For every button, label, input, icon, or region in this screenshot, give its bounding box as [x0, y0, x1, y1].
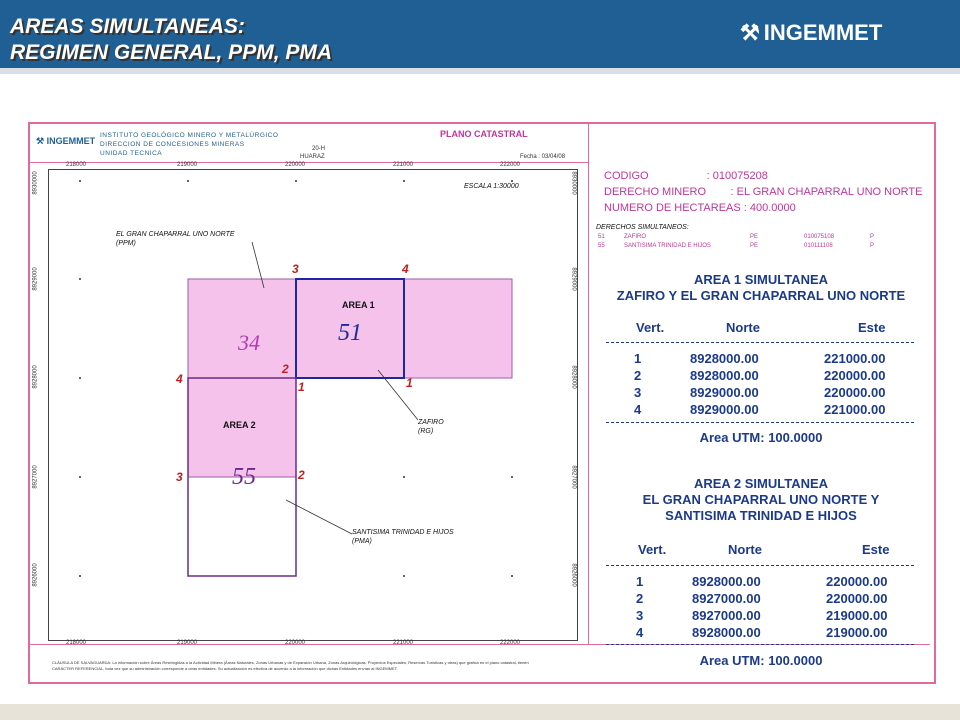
- top-tick-2: 220000: [285, 162, 306, 168]
- area2-label: AREA 2: [223, 420, 256, 430]
- area2-r4-vert: 4: [636, 625, 644, 640]
- area1-r4-norte: 8929000.00: [690, 402, 759, 417]
- area2-total: Area UTM: 100.0000: [699, 653, 823, 668]
- left-tick-2: 8928000: [32, 365, 39, 389]
- small-logo-text: INGEMMET: [46, 136, 96, 146]
- derecho-row-2-name: SANTISIMA TRINIDAD E HIJOS: [624, 243, 711, 249]
- left-tick-4: 8926000: [32, 563, 39, 587]
- derecho-row-1-p: P: [870, 234, 875, 240]
- area2-r4-norte: 8928000.00: [692, 625, 761, 640]
- top-tick-3: 221000: [393, 162, 414, 168]
- area2-header-vert: Vert.: [638, 542, 667, 557]
- area2-r1-este: 220000.00: [826, 574, 888, 589]
- area2-header-este: Este: [862, 542, 890, 557]
- area1-r2-vert: 2: [634, 368, 642, 383]
- area2-r3-norte: 8927000.00: [692, 608, 761, 623]
- area1-r4-vert: 4: [634, 402, 642, 417]
- santisima-label-type: (PMA): [352, 538, 372, 545]
- santisima-label-name: SANTISIMA TRINIDAD E HIJOS: [352, 529, 454, 536]
- derecho-row-2-pe: PE: [750, 243, 759, 249]
- area2-r4-este: 219000.00: [826, 625, 888, 640]
- area2-r2-este: 220000.00: [826, 591, 888, 606]
- derecho-line: DERECHO MINERO : EL GRAN CHAPARRAL UNO NORTE: [604, 186, 923, 198]
- area2-r2-vert: 2: [636, 591, 644, 606]
- area1-r2-norte: 8928000.00: [690, 368, 759, 383]
- top-tick-4: 222000: [500, 162, 521, 168]
- left-tick-1: 8929000: [32, 267, 39, 291]
- right-tick-4: 8926000: [570, 563, 577, 587]
- vertex-3-b: 3: [176, 470, 183, 484]
- area2-r3-vert: 3: [636, 608, 644, 623]
- derecho-row-1-name: ZAFIRO: [624, 234, 646, 240]
- santisima-label: [352, 528, 454, 546]
- area2-dash-bottom: [606, 644, 914, 645]
- derecho-row-1-code: 010075108: [804, 234, 835, 240]
- area2-r2-norte: 8927000.00: [692, 591, 761, 606]
- derecho-row-1-num: 51: [598, 234, 605, 240]
- area2-col-norte: [692, 573, 761, 641]
- bottom-tick-3: 221000: [393, 640, 414, 646]
- area1-r3-este: 220000.00: [824, 385, 886, 400]
- area1-r2-este: 220000.00: [824, 368, 886, 383]
- area2-dash-top: [606, 565, 914, 566]
- vertex-4-b: 4: [176, 372, 183, 386]
- zafiro-label-name: ZAFIRO: [418, 419, 444, 426]
- hammer-pick-icon: ⚒: [740, 20, 760, 45]
- area1-r3-norte: 8929000.00: [690, 385, 759, 400]
- right-tick-2: 8928000: [570, 365, 577, 389]
- plano-title: PLANO CATASTRAL: [440, 129, 528, 139]
- area1-r1-norte: 8928000.00: [690, 351, 759, 366]
- zafiro-label: [418, 418, 444, 436]
- footnote: [52, 660, 572, 672]
- derecho-row-1-pe: PE: [750, 234, 759, 240]
- vertex-2-a: 2: [282, 362, 289, 376]
- bottom-tick-2: 220000: [285, 640, 306, 646]
- area1-total: Area UTM: 100.0000: [699, 430, 823, 445]
- footnote-line-1: CLÁUSULA DE SALVAGUARDA: La información sobre Áreas Restringidas a la Actividad Minera (Áreas Naturales, Zonas Urbanas y de Expansión Urbana, Zonas Arqueológicas, Proyectos Especiales, Reservas Turísticas y otras) que grafica en el plano catastral, tienen: [52, 660, 529, 665]
- area1-dash-bottom: [606, 422, 914, 423]
- left-tick-3: 8927000: [32, 465, 39, 489]
- ppm-label-type: (PPM): [116, 240, 136, 247]
- area1-col-este: [824, 350, 885, 418]
- title-line-1: AREAS SIMULTANEAS:: [10, 15, 245, 38]
- area1-header-este: Este: [858, 320, 886, 335]
- hoja-label: 20-H: [312, 146, 326, 152]
- area1-col-norte: [690, 350, 759, 418]
- area1-title: [596, 272, 926, 304]
- area2-r1-vert: 1: [636, 574, 644, 589]
- top-tick-0: 218000: [66, 162, 87, 168]
- vertex-2-b: 2: [298, 468, 305, 482]
- hectareas-line: NUMERO DE HECTAREAS : 400.0000: [604, 202, 796, 214]
- area1-r4-este: 221000.00: [824, 402, 886, 417]
- right-tick-1: 8929000: [570, 267, 577, 291]
- scale-label: ESCALA 1:30000: [464, 183, 519, 190]
- institute-line-3: UNIDAD TECNICA: [100, 150, 163, 157]
- area2-col-vert: [636, 573, 643, 641]
- area1-r3-vert: 3: [634, 385, 642, 400]
- area2-title-line-2: EL GRAN CHAPARRAL UNO NORTE Y: [642, 492, 880, 507]
- top-tick-1: 219000: [177, 162, 198, 168]
- area2-col-este: [826, 573, 887, 641]
- area1-title-line-1: AREA 1 SIMULTANEA: [693, 272, 829, 287]
- institute-line-2: DIRECCION DE CONCESIONES MINERAS: [100, 141, 245, 148]
- small-logo: ⚒ INGEMMET: [36, 136, 96, 146]
- bottom-tick-1: 219000: [177, 640, 198, 646]
- logo-text: INGEMMET: [763, 20, 883, 45]
- title-line-2: REGIMEN GENERAL, PPM, PMA: [10, 41, 333, 64]
- ppm-label-name: EL GRAN CHAPARRAL UNO NORTE: [116, 231, 235, 238]
- derecho-row-2-num: 55: [598, 243, 605, 249]
- vertex-1-b: 1: [406, 376, 413, 390]
- bottom-tick-0: 218000: [66, 640, 87, 646]
- vertex-4-a: 4: [402, 262, 409, 276]
- area1-label: AREA 1: [342, 300, 375, 310]
- area2-header-norte: Norte: [728, 542, 762, 557]
- area1-header-vert: Vert.: [636, 320, 665, 335]
- area2-title: [596, 476, 926, 524]
- right-number-34: 34: [238, 330, 260, 355]
- zafiro-label-type: (RG): [418, 428, 434, 435]
- lugar-label: HUARAZ: [300, 154, 325, 160]
- area2-r3-este: 219000.00: [826, 608, 888, 623]
- derecho-row-2: [598, 243, 875, 249]
- area2-title-line-3: SANTISIMA TRINIDAD E HIJOS: [665, 508, 857, 523]
- institute-line-1: INSTITUTO GEOLÓGICO MINERO Y METALÚRGICO: [100, 132, 279, 139]
- footer-bar: [0, 704, 960, 720]
- right-number-55: 55: [232, 464, 256, 490]
- vertex-1-a: 1: [298, 380, 305, 394]
- right-number-51: 51: [338, 320, 362, 346]
- left-tick-0: 8930000: [32, 171, 39, 195]
- derecho-row-2-code: 010111108: [804, 243, 833, 249]
- area1-title-line-2: ZAFIRO Y EL GRAN CHAPARRAL UNO NORTE: [616, 288, 906, 303]
- vertex-3-a: 3: [292, 262, 299, 276]
- area1-col-vert: [634, 350, 641, 418]
- codigo-line: CODIGO : 010075208: [604, 170, 768, 182]
- fecha-label: Fecha : 03/04/08: [520, 154, 566, 160]
- ppm-label: [116, 230, 235, 248]
- footnote-line-2: CARÁCTER REFERENCIAL, toda vez que su administración corresponde a otras entidades. Su actualización es efectiva de acuerdo a la información que dichas Entidades envían al INGEMMET.: [52, 666, 398, 671]
- derecho-row-1: [598, 234, 875, 240]
- area2-r1-norte: 8928000.00: [692, 574, 761, 589]
- area2-title-line-1: AREA 2 SIMULTANEA: [693, 476, 829, 491]
- right-tick-3: 8927000: [570, 465, 577, 489]
- bottom-tick-4: 222000: [500, 640, 521, 646]
- area1-r1-vert: 1: [634, 351, 642, 366]
- derecho-row-2-p: P: [870, 243, 875, 249]
- area1-header-norte: Norte: [726, 320, 760, 335]
- area1-dash-top: [606, 342, 914, 343]
- area1-r1-este: 221000.00: [824, 351, 886, 366]
- right-tick-0: 8930000: [570, 171, 577, 195]
- derechos-title: DERECHOS SIMULTANEOS:: [596, 224, 689, 231]
